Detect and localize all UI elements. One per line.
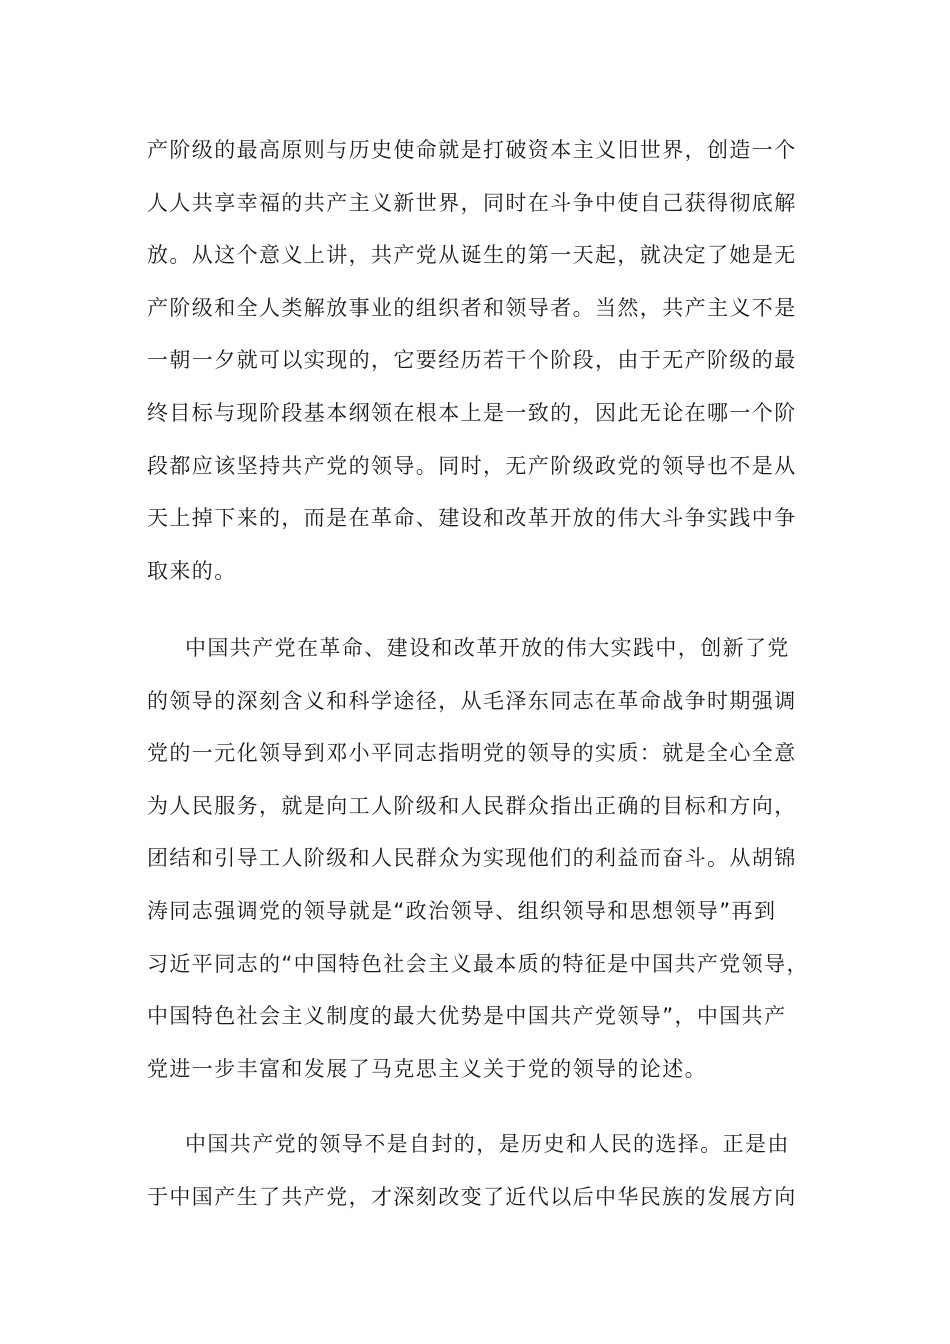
paragraph-2 bbox=[147, 622, 827, 1095]
text-line: 产阶级的最高原则与历史使命就是打破资本主义旧世界，创造一个 bbox=[147, 138, 797, 162]
text-line: 人人共享幸福的共产主义新世界，同时在斗争中使自己获得彻底解 bbox=[147, 190, 797, 215]
text-line: 放。从这个意义上讲，共产党从诞生的第一天起，就决定了她是无 bbox=[147, 243, 797, 268]
paragraph-1 bbox=[147, 124, 827, 597]
text-line: 中国共产党在革命、建设和改革开放的伟大实践中，创新了党 bbox=[185, 636, 790, 660]
text-line: 党的一元化领导到邓小平同志指明党的领导的实质：就是全心全意 bbox=[147, 741, 797, 766]
text-line: 为人民服务，就是向工人阶级和人民群众指出正确的目标和方向， bbox=[147, 793, 797, 818]
text-line: 天上掉下来的，而是在革命、建设和改革开放的伟大斗争实践中争 bbox=[147, 506, 797, 531]
text-line: 于中国产生了共产党，才深刻改变了近代以后中华民族的发展方向 bbox=[147, 1184, 797, 1209]
text-line: 中国共产党的领导不是自封的，是历史和人民的选择。正是由 bbox=[185, 1132, 790, 1156]
text-line: 涛同志强调党的领导就是“政治领导、组织领导和思想领导”再到 bbox=[147, 898, 777, 923]
paragraph-3 bbox=[147, 1118, 827, 1223]
text-line: 团结和引导工人阶级和人民群众为实现他们的利益而奋斗。从胡锦 bbox=[147, 846, 797, 871]
text-line: 段都应该坚持共产党的领导。同时，无产阶级政党的领导也不是从 bbox=[147, 453, 797, 478]
text-line: 习近平同志的“中国特色社会主义最本质的特征是中国共产党领导， bbox=[147, 951, 809, 976]
text-line: 一朝一夕就可以实现的，它要经历若干个阶段，由于无产阶级的最 bbox=[147, 348, 797, 373]
text-line: 产阶级和全人类解放事业的组织者和领导者。当然，共产主义不是 bbox=[147, 295, 797, 320]
text-line: 取来的。 bbox=[147, 558, 237, 583]
text-line: 中国特色社会主义制度的最大优势是中国共产党领导”，中国共产 bbox=[147, 1004, 787, 1029]
text-line: 的领导的深刻含义和科学途径，从毛泽东同志在革命战争时期强调 bbox=[147, 688, 797, 713]
text-line: 党进一步丰富和发展了马克思主义关于党的领导的论述。 bbox=[147, 1056, 707, 1081]
text-line: 终目标与现阶段基本纲领在根本上是一致的，因此无论在哪一个阶 bbox=[147, 400, 797, 425]
